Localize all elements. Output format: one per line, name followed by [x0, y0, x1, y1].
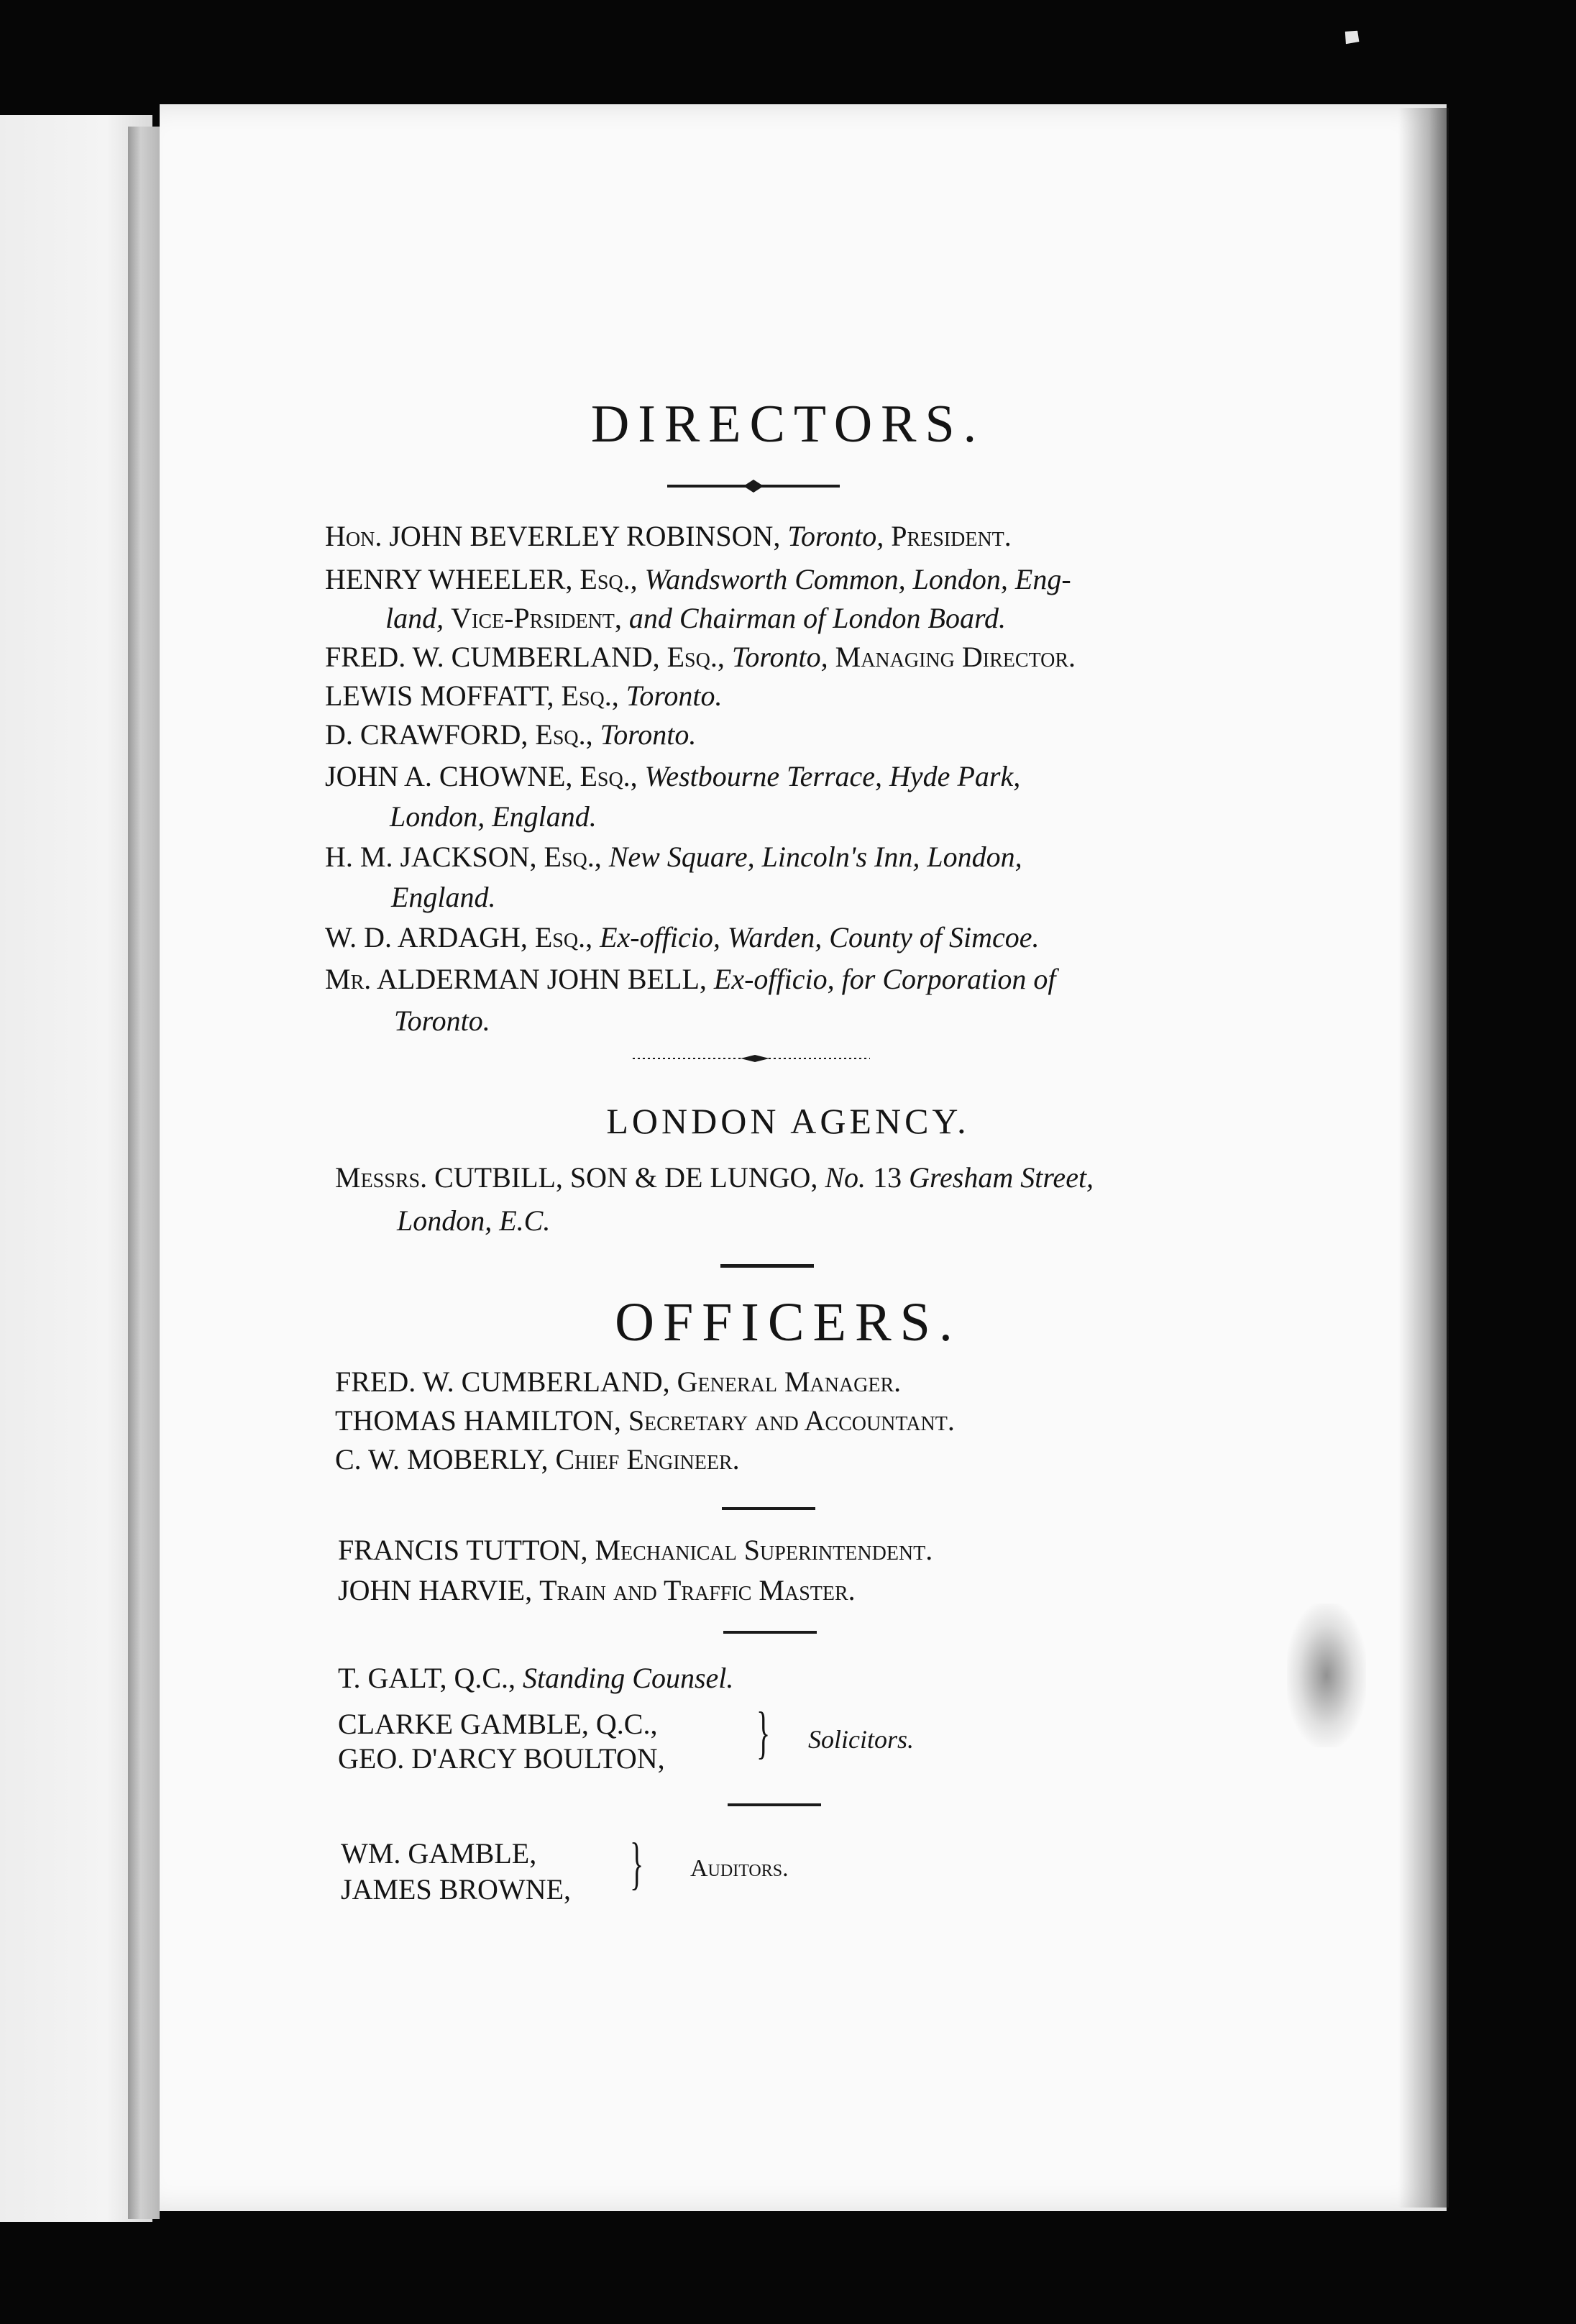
standing-counsel: T. GALT, Q.C., Standing Counsel.	[338, 1662, 734, 1694]
section-rule	[720, 1264, 814, 1268]
auditors-brace: }	[630, 1832, 644, 1895]
director-ardagh: W. D. ARDAGH, Esq., Ex-officio, Warden, County of Simcoe.	[325, 921, 1040, 953]
solicitor-boulton: GEO. D'ARCY BOULTON,	[338, 1742, 665, 1775]
auditor-gamble: WM. GAMBLE,	[341, 1837, 537, 1870]
director-jackson: H. M. JACKSON, Esq., New Square, Lincoln's Inn, London,	[325, 841, 1022, 873]
dotted-divider	[633, 1053, 870, 1064]
directors-heading: DIRECTORS.	[590, 395, 986, 454]
director-bell: Mr. ALDERMAN JOHN BELL, Ex-officio, for Corporation of	[325, 963, 1056, 995]
solicitors-brace: }	[756, 1701, 771, 1765]
london-agency-firm: Messrs. CUTBILL, SON & DE LUNGO, No. 13 Gresham Street,	[335, 1161, 1094, 1194]
group-rule	[722, 1507, 815, 1510]
director-chowne-cont: London, England.	[390, 800, 597, 833]
auditor-browne: JAMES BROWNE,	[341, 1873, 572, 1906]
officers-heading: OFFICERS.	[615, 1292, 961, 1353]
director-wheeler: HENRY WHEELER, Esq., Wandsworth Common, London, Eng-	[325, 563, 1071, 595]
officer-harvie: JOHN HARVIE, Train and Traffic Master.	[338, 1574, 856, 1606]
director-cumberland: FRED. W. CUMBERLAND, Esq., Toronto, Managing Director.	[325, 641, 1076, 673]
officer-cumberland: FRED. W. CUMBERLAND, General Manager.	[335, 1365, 902, 1398]
solicitor-gamble: CLARKE GAMBLE, Q.C.,	[338, 1708, 658, 1740]
director-robinson: Hon. JOHN BEVERLEY ROBINSON, Toronto, President.	[325, 520, 1012, 552]
london-agency-heading: LONDON AGENCY.	[606, 1101, 970, 1141]
director-chowne: JOHN A. CHOWNE, Esq., Westbourne Terrace, Hyde Park,	[325, 760, 1021, 792]
group-rule	[728, 1803, 821, 1806]
director-bell-cont: Toronto.	[394, 1005, 490, 1037]
officer-tutton: FRANCIS TUTTON, Mechanical Superintendent.	[338, 1534, 933, 1566]
officer-moberly: C. W. MOBERLY, Chief Engineer.	[335, 1443, 740, 1476]
solicitors-label: Solicitors.	[808, 1725, 915, 1754]
director-moffatt: LEWIS MOFFATT, Esq., Toronto.	[325, 680, 723, 712]
director-wheeler-cont: land, Vice-Prsident, and Chairman of London Board.	[385, 602, 1007, 634]
director-crawford: D. CRAWFORD, Esq., Toronto.	[325, 718, 697, 751]
london-agency-city: London, E.C.	[397, 1204, 551, 1237]
officer-hamilton: THOMAS HAMILTON, Secretary and Accountant.	[335, 1404, 955, 1437]
auditors-label: Auditors.	[690, 1855, 789, 1882]
director-jackson-cont: England.	[391, 881, 496, 913]
ornament-divider	[667, 477, 840, 495]
group-rule	[723, 1631, 817, 1634]
